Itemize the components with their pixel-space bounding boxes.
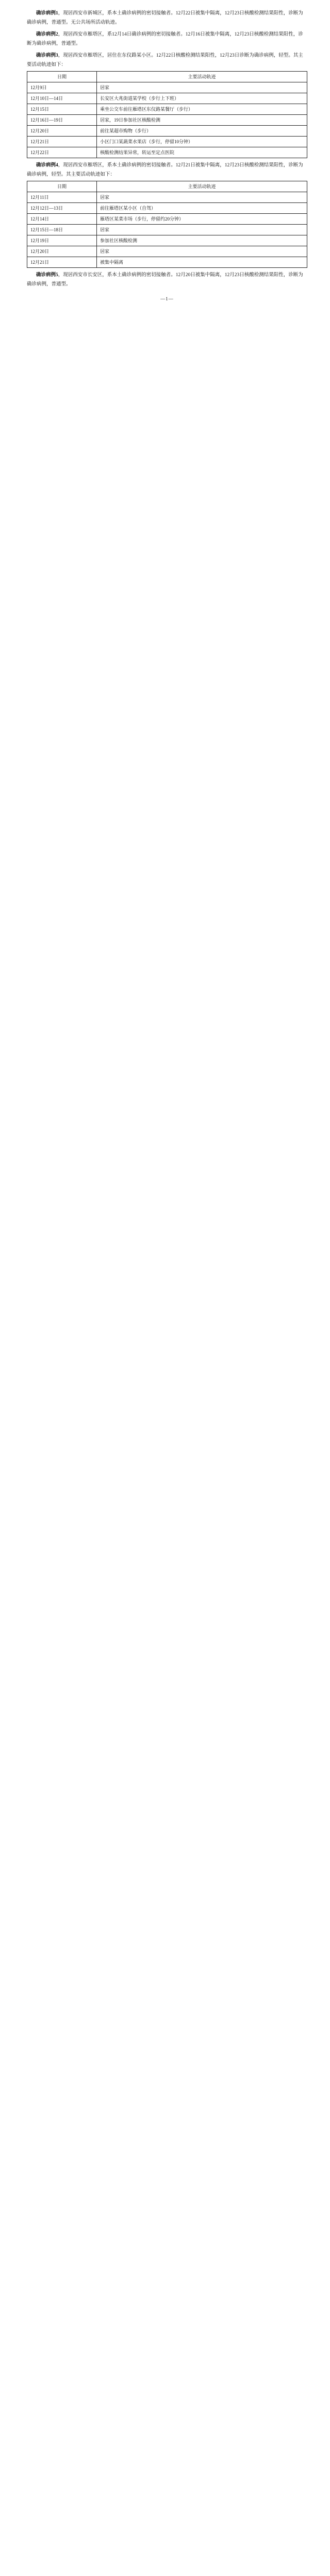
case-paragraph: 确诊病例4，现居西安市雁塔区，系本土确诊病例的密切接触者。12月21日被集中隔离，12月23日核酸检测结果阳性，诊断为确诊病例，轻型。其主要活动轨迹如下： [27, 163, 303, 177]
case-paragraph: 确诊病例3，现居西安市雁塔区，居住在东仪路某小区。12月22日核酸检测结果阳性，12月23日诊断为确诊病例，轻型。其主要活动轨迹如下： [27, 53, 303, 67]
content [0, 0, 330, 301]
trajectory-table: 日期 主要活动轨迹 12月11日 居家 12月12日—13日 前往雁塔区某小区（自驾） 12月14日 雁塔区某菜市场（步行，停留约20分钟） 12月15日—18日 居家 12月19日 参加社区核酸检测 12月20日 居家 12月21日 被集中隔离 [27, 181, 307, 268]
column-header-date: 日期 [27, 72, 97, 82]
case-paragraph: 确诊病例1，现居西安市新城区，系本土确诊病例的密切接触者。12月22日被集中隔离，12月23日核酸检测结果阳性，诊断为确诊病例，普通型。无公共场所活动轨迹。 [27, 11, 303, 25]
page-number: —1— [160, 296, 174, 301]
column-header-trajectory: 主要活动轨迹 [97, 72, 307, 82]
case-paragraph: 确诊病例5，现居西安市长安区，系本土确诊病例的密切接触者。12月20日被集中隔离，12月23日核酸检测结果阳性，诊断为确诊病例，普通型。 [27, 273, 303, 287]
case-paragraph: 确诊病例2，现居西安市雁塔区，系12月14日确诊病例的密切接触者。12月16日被集中隔离，12月23日核酸检测结果阳性，诊断为确诊病例，普通型。 [27, 32, 303, 46]
trajectory-table: 日期 主要活动轨迹 12月9日 居家 12月10日—14日 长安区大兆街道某学校（步行上下班） 12月15日 乘坐公交车前往雁塔区东仪路某餐厅（步行） 12月16日—19日 居家，19日参加社区核酸检测 12月20日 前往某超市购物（步行） 12月21日 小区门口某蔬菜水果店（步行，停留10分钟） 12月22日 核酸检测结果异常，转运至定点医院 [27, 71, 307, 158]
